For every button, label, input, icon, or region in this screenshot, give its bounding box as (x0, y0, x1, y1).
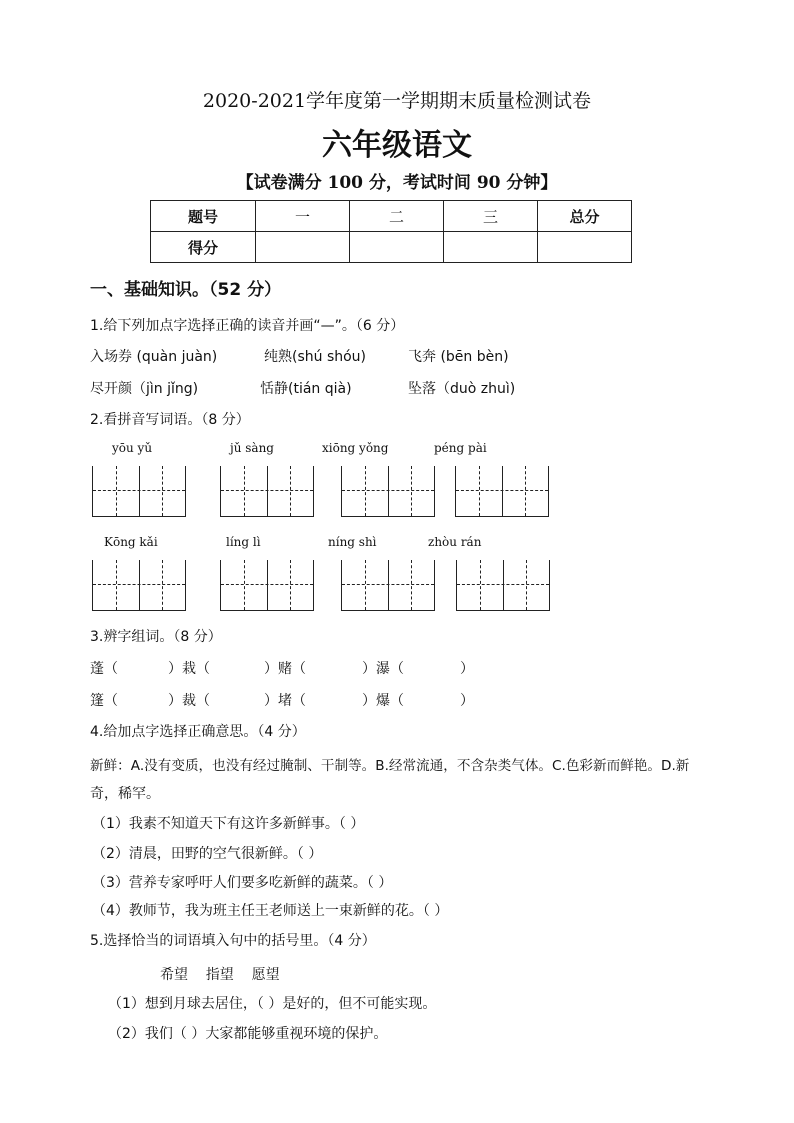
subject-title: 六年级语文 (322, 128, 472, 163)
writing-grid[interactable] (92, 560, 186, 611)
definition-line: 新鲜：A.没有变质，也没有经过腌制、干制等。B.经常流通，不含杂类气体。C.色彩新而鲜艳。D.新 (90, 758, 690, 774)
definition-line: 奇，稀罕。 (90, 786, 160, 802)
writing-grid[interactable] (341, 560, 435, 611)
pinyin-label: yōu yǔ (112, 441, 153, 455)
word-group-part: 篷（ (90, 693, 118, 709)
score-cell: 题号 (151, 201, 256, 232)
score-cell: 三 (444, 201, 538, 232)
score-cell: 得分 (151, 232, 256, 263)
writing-grid[interactable] (220, 466, 314, 517)
writing-grid[interactable] (341, 466, 435, 517)
pronunciation-item: 坠落（duò zhuì) (408, 381, 516, 397)
word-group-part: ）裁（ (168, 693, 210, 709)
pinyin-label: líng lì (226, 535, 261, 549)
writing-grid[interactable] (456, 560, 550, 611)
writing-grid[interactable] (455, 466, 549, 517)
pronunciation-item: 飞奔 (bēn bèn) (408, 349, 509, 365)
question-1-title: 1.给下列加点字选择正确的读音并画“—”。（6 分） (90, 318, 405, 334)
word-group-part: ） (460, 693, 474, 709)
score-table (150, 200, 632, 263)
exam-note: 【试卷满分 100 分，考试时间 90 分钟】 (236, 173, 558, 193)
meaning-item: （1）我素不知道天下有这许多新鲜事。（ ） (92, 816, 365, 832)
writing-grid[interactable] (220, 560, 314, 611)
question-5-title: 5.选择恰当的词语填入句中的括号里。（4 分） (90, 933, 376, 949)
word-group-part: ） (460, 661, 474, 677)
section-title: 一、基础知识。（52 分） (90, 280, 282, 300)
score-table-score-row (151, 232, 632, 263)
score-cell: 二 (350, 201, 444, 232)
fill-in-item: （2）我们（ ）大家都能够重视环境的保护。 (108, 1026, 388, 1042)
meaning-item: （3）营养专家呼吁人们要多吃新鲜的蔬菜。（ ） (92, 875, 393, 891)
question-3-title: 3.辨字组词。（8 分） (90, 629, 222, 645)
pronunciation-item: 恬静(tián qià) (260, 381, 352, 397)
word-group-part: ）瀑（ (362, 661, 404, 677)
word-group-part: ）爆（ (362, 693, 404, 709)
word-group-part: ）栽（ (168, 661, 210, 677)
meaning-item: （4）教师节，我为班主任王老师送上一束新鲜的花。（ ） (92, 903, 449, 919)
score-cell: 总分 (538, 201, 632, 232)
pinyin-label: jǔ sàng (230, 441, 274, 455)
word-group-part: ）堵（ (264, 693, 306, 709)
exam-title: 2020-2021学年度第一学期期末质量检测试卷 (202, 90, 592, 112)
score-blank-cell[interactable] (538, 232, 632, 263)
pronunciation-item: 纯熟(shú shóu) (264, 349, 367, 365)
score-blank-cell[interactable] (350, 232, 444, 263)
score-blank-cell[interactable] (444, 232, 538, 263)
word-choices: 希望 指望 愿望 (160, 967, 280, 983)
fill-in-item: （1）想到月球去居住，（ ）是好的，但不可能实现。 (108, 996, 437, 1012)
question-2-title: 2.看拼音写词语。（8 分） (90, 412, 250, 428)
score-table-header-row (151, 201, 632, 232)
pinyin-label: níng shì (328, 535, 377, 549)
meaning-item: （2）清晨，田野的空气很新鲜。（ ） (92, 846, 323, 862)
score-cell: 一 (256, 201, 350, 232)
pinyin-label: péng pài (434, 441, 487, 455)
word-group-part: ）赌（ (264, 661, 306, 677)
pronunciation-item: 尽开颜（jìn jǐng) (90, 381, 199, 397)
pinyin-label: zhòu rán (428, 535, 482, 549)
word-group-part: 蓬（ (90, 661, 118, 677)
pronunciation-item: 入场券 (quàn juàn) (90, 349, 218, 365)
question-4-title: 4.给加点字选择正确意思。（4 分） (90, 724, 306, 740)
pinyin-label: Kōng kǎi (104, 535, 158, 549)
score-blank-cell[interactable] (256, 232, 350, 263)
writing-grid[interactable] (92, 466, 186, 517)
pinyin-label: xiōng yǒng (322, 441, 389, 455)
